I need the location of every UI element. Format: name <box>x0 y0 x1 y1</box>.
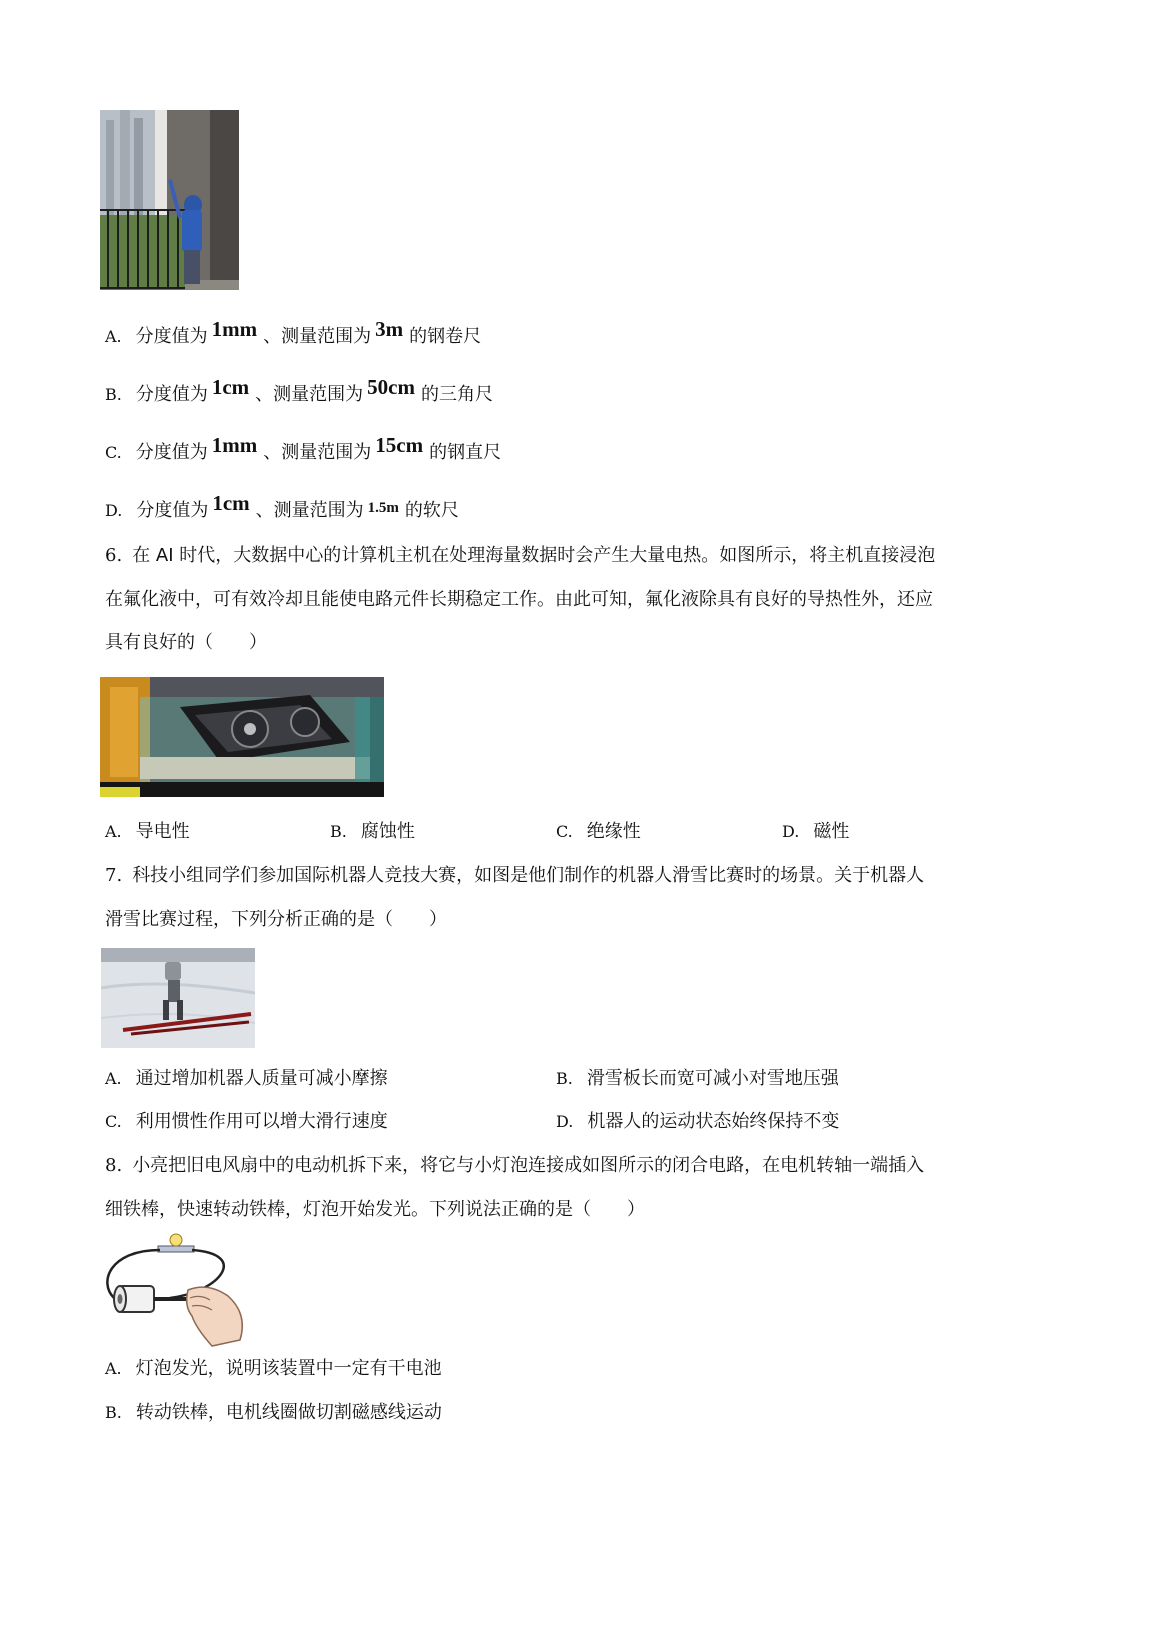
motor-bulb-diagram <box>100 1232 252 1350</box>
q7-stem-line2: 滑雪比赛过程，下列分析正确的是（ ） <box>105 909 447 930</box>
q7-stem-line1: 7. 科技小组同学们参加国际机器人竞技大赛，如图是他们制作的机器人滑雪比赛时的场景。关于机器人 <box>105 865 925 886</box>
immersion-cooling-photo <box>100 677 384 797</box>
q8-option-b: B. 转动铁棒，电机线圈做切割磁感线运动 <box>105 1402 442 1423</box>
q6-stem-line3: 具有良好的（ ） <box>105 632 267 653</box>
q6-option-b: B. 腐蚀性 <box>330 821 415 842</box>
q8-stem-line1: 8. 小亮把旧电风扇中的电动机拆下来，将它与小灯泡连接成如图所示的闭合电路，在电机转轴一端插入 <box>105 1155 925 1176</box>
q5-option-b: B. 分度值为 1cm 、测量范围为 50cm 的三角尺 <box>105 375 493 405</box>
balcony-photo <box>100 110 239 290</box>
q6-option-d: D. 磁性 <box>782 821 850 842</box>
q6-stem-line1: 6. 在 AI 时代，大数据中心的计算机主机在处理海量数据时会产生大量电热。如图所示，将主机直接浸泡 <box>105 545 936 566</box>
q5-option-c: C. 分度值为 1mm 、测量范围为 15cm 的钢直尺 <box>105 433 502 463</box>
robot-skiing-photo <box>101 948 255 1048</box>
q6-option-c: C. 绝缘性 <box>556 821 641 842</box>
q7-option-b: B. 滑雪板长而宽可减小对雪地压强 <box>556 1068 839 1089</box>
q7-option-c: C. 利用惯性作用可以增大滑行速度 <box>105 1111 388 1132</box>
q7-option-d: D. 机器人的运动状态始终保持不变 <box>556 1111 840 1132</box>
q6-stem-line2: 在氟化液中，可有效冷却且能使电路元件长期稳定工作。由此可知，氟化液除具有良好的导热性外，还应 <box>105 589 933 610</box>
q5-option-a: A. 分度值为 1mm 、测量范围为 3m 的钢卷尺 <box>105 317 482 347</box>
q7-option-a: A. 通过增加机器人质量可减小摩擦 <box>105 1068 388 1089</box>
q8-stem-line2: 细铁棒，快速转动铁棒，灯泡开始发光。下列说法正确的是（ ） <box>105 1199 645 1220</box>
q5-option-d: D. 分度值为 1cm 、测量范围为 $^{1.5m}$ 的软尺 <box>105 491 459 521</box>
q8-option-a: A. 灯泡发光，说明该装置中一定有干电池 <box>105 1358 442 1379</box>
q6-option-a: A. 导电性 <box>105 821 190 842</box>
